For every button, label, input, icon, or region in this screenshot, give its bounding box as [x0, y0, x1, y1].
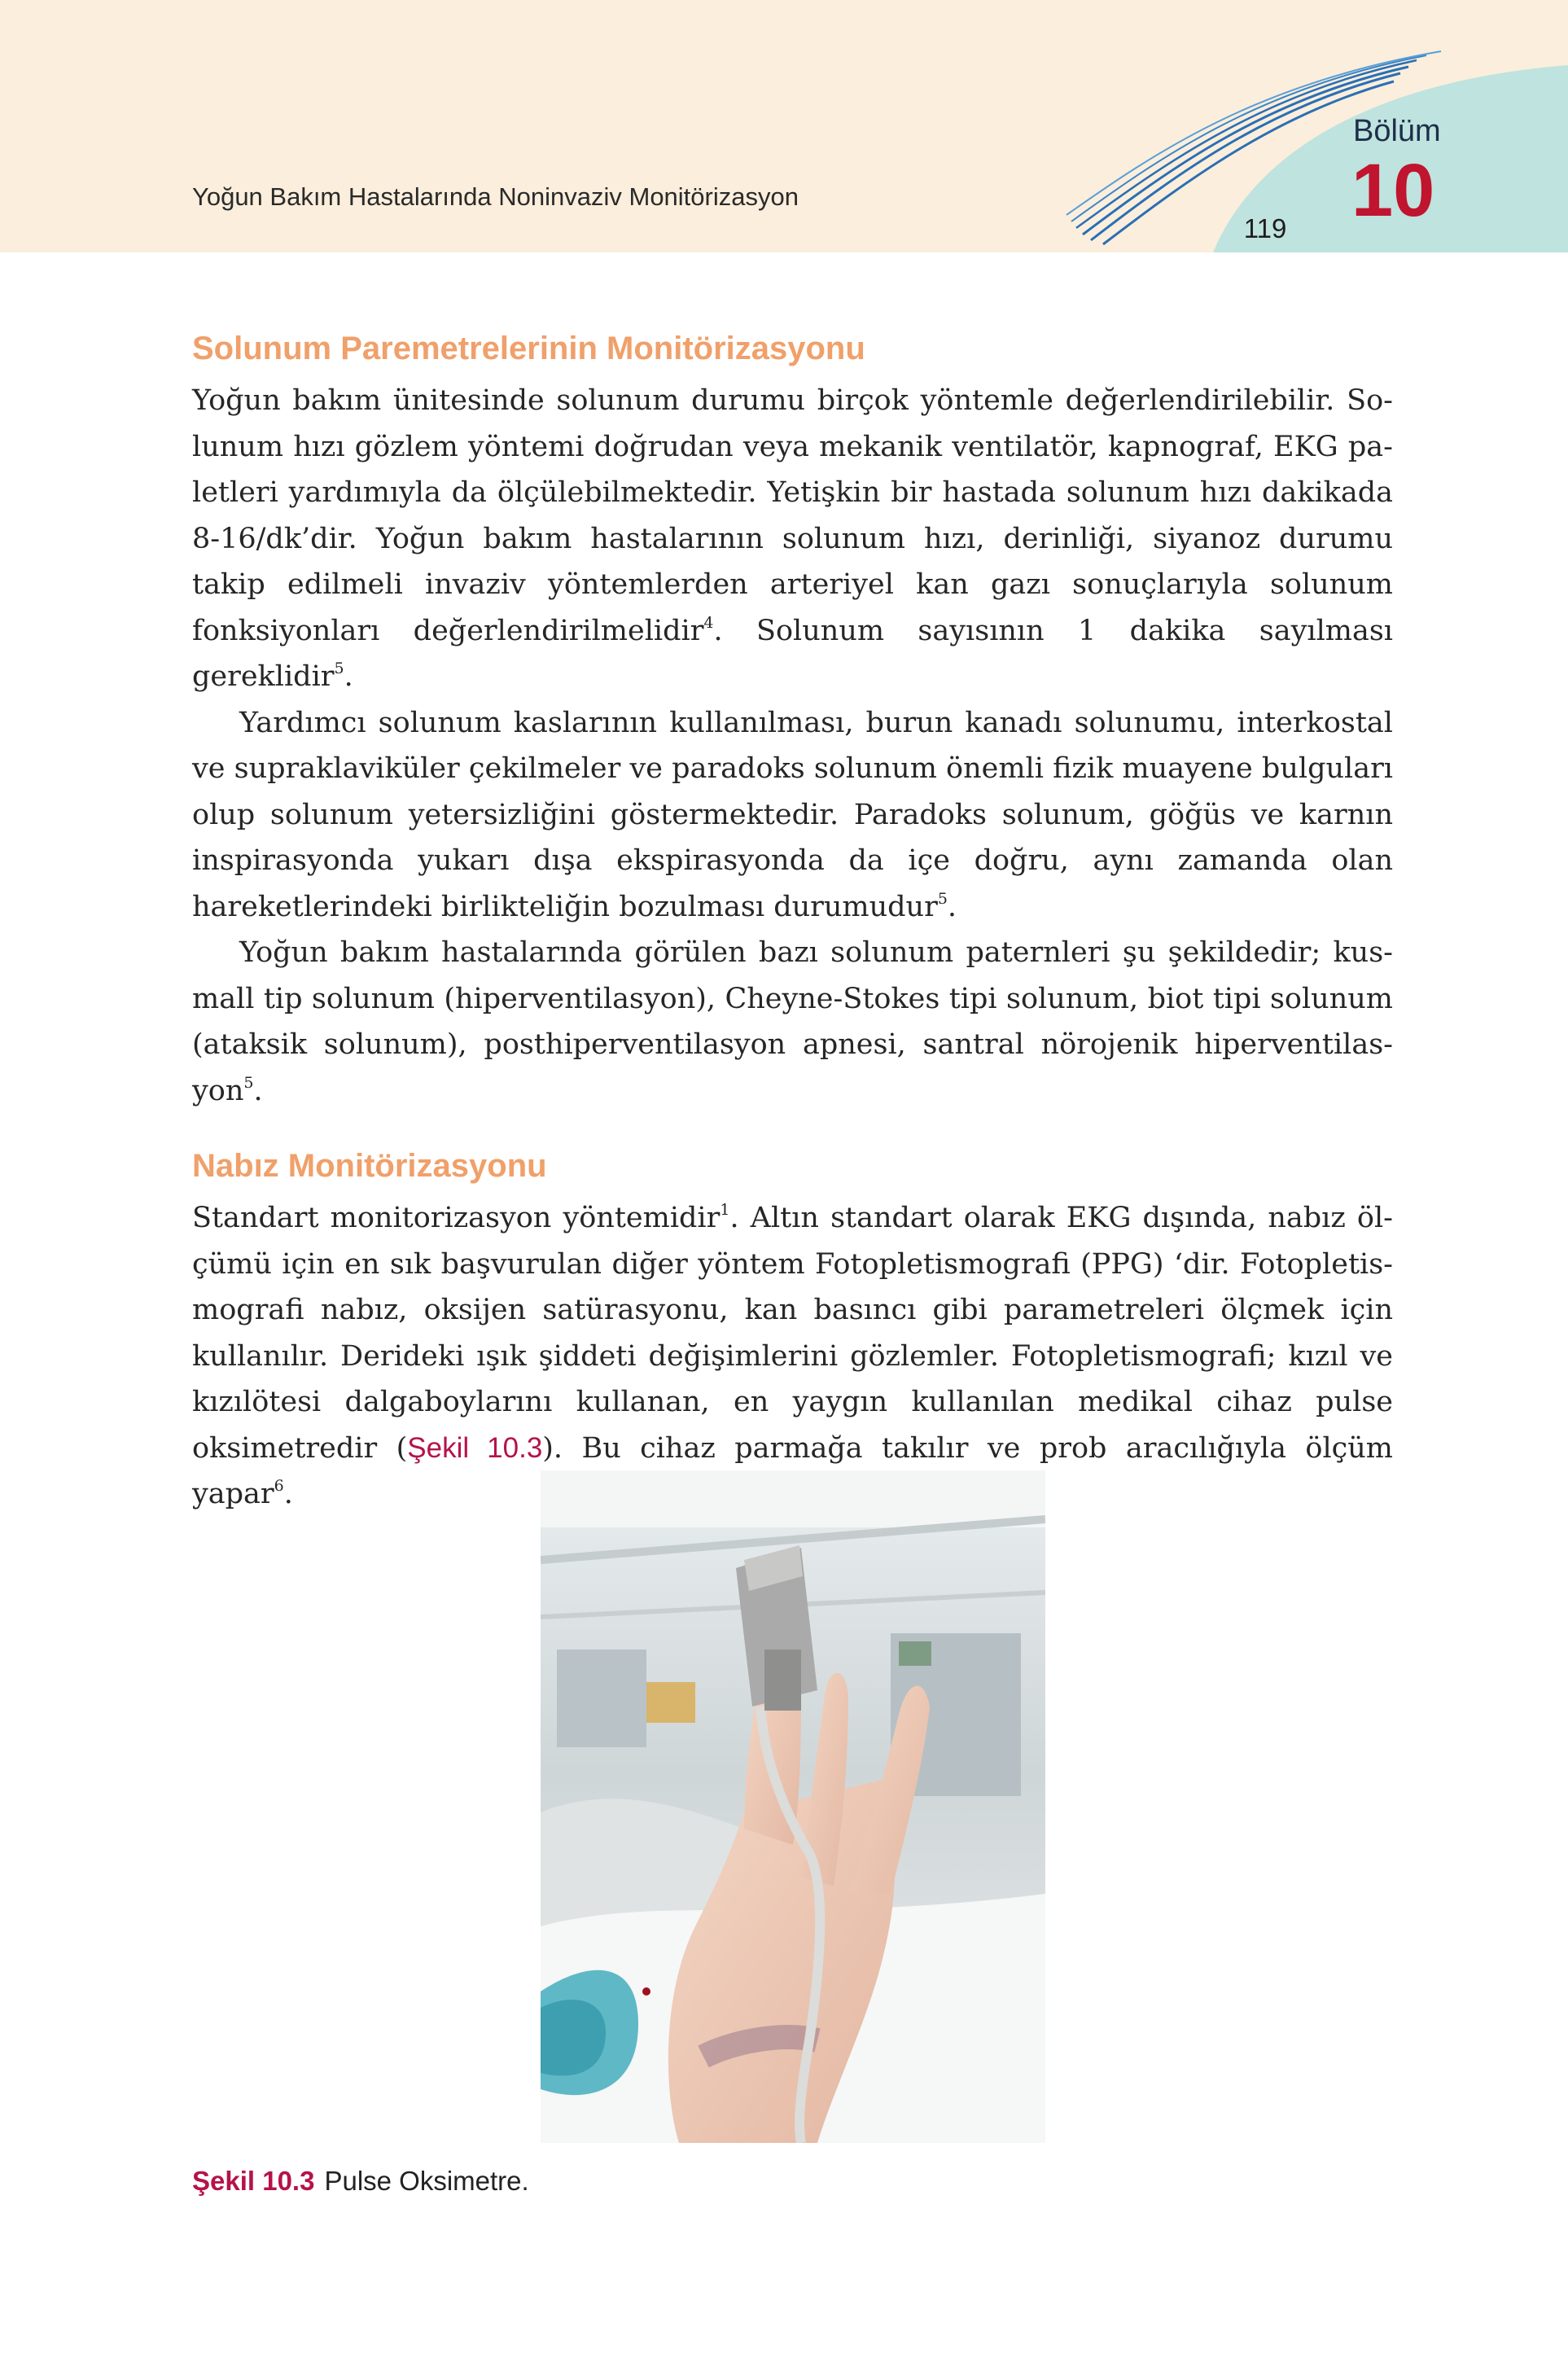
citation-ref: 5 — [937, 889, 948, 908]
chapter-badge-graphic — [1058, 49, 1568, 261]
running-title: Yoğun Bakım Hastalarında Noninvaziv Monitörizasyon — [192, 182, 799, 211]
pulse-oximeter-photo — [541, 1470, 1045, 2143]
figure-reference-link[interactable]: Şekil 10.3 — [407, 1431, 543, 1464]
pulse-oximeter-illustration — [541, 1470, 1045, 2143]
figure-caption — [192, 2166, 529, 2197]
citation-ref: 5 — [334, 659, 344, 678]
paragraph-respiratory-3: Yoğun bakım hastalarında görülen bazı solunum paternleri şu şekildedir; kusmall tip solunum (hiperventilasyon), Cheyne-Stokes tipi solunum, biot tipi solunum (ataksik solunum), posthiperventilasyon apnesi, santral nörojenik hiperventilasyon$^5$. — [192, 936, 1393, 1107]
figure-caption-label: Şekil 10.3 — [192, 2166, 315, 2196]
citation-ref: 1 — [720, 1201, 730, 1220]
chapter-label: Bölüm — [1353, 114, 1441, 148]
section-heading-respiratory: Solunum Paremetrelerinin Monitörizasyonu — [192, 331, 865, 366]
paragraph-respiratory-1: Yoğun bakım ünitesinde solunum durumu birçok yöntemle değerlendirilebilir. Solunum hızı gözlem yöntemi doğrudan veya mekanik ventilatör, kapnograf, EKG paletleri yardımıyla da ölçülebilmektedir. Yetişkin bir hastada solunum hızı dakikada 8-16/dk’dir. Yoğun bakım hastalarının solunum hızı, derinliği, siyanoz durumu takip edilmeli invaziv yöntemlerden arteriyel kan gazı sonuçlarıyla solunum fonksiyonları değerlendirilmelidir$^4$. Solunum sayısının 1 dakika sayılması gereklidir$^5$. — [192, 384, 1393, 693]
citation-ref: 5 — [243, 1073, 254, 1092]
citation-ref: 6 — [274, 1477, 284, 1496]
citation-ref: 4 — [703, 613, 714, 632]
figure-caption-text: Pulse Oksimetre. — [324, 2166, 529, 2196]
chapter-number: 10 — [1351, 149, 1435, 232]
page-number: 119 — [1243, 213, 1287, 243]
paragraph-respiratory-2: Yardımcı solunum kaslarının kullanılması, burun kanadı solunumu, interkostal ve supraklaviküler çekilmeler ve paradoks solunum önemli fizik muayene bulguları olup solunum yetersizliğini göstermektedir. Paradoks solunum, göğüs ve karnın inspirasyonda yukarı dışa ekspirasyonda da içe doğru, aynı zamanda olan hareketlerindeki birlikteliğin bozulması durumudur$^5$. — [192, 706, 1393, 923]
paragraph-pulse-1: Standart monitorizasyon yöntemidir$^1$. Altın standart olarak EKG dışında, nabız ölçümü için en sık başvurulan diğer yöntem Fotopletismografi (PPG) ‘dir. Fotopletismografi nabız, oksijen satürasyonu, kan basıncı gibi parametreleri ölçmek için kullanılır. Derideki ışık şiddeti değişimlerini gözlemler. Fotopletismografi; kızıl ve kızılötesi dalgaboylarını kullanan, en yaygın kullanılan medikal cihaz pulse oksimetredir (Şekil 10.3). Bu cihaz parmağa takılır ve prob aracılığıyla ölçüm yapar$^6$. — [192, 1201, 1393, 1510]
section-heading-pulse: Nabız Monitörizasyonu — [192, 1148, 547, 1184]
page-content — [192, 326, 1393, 1518]
